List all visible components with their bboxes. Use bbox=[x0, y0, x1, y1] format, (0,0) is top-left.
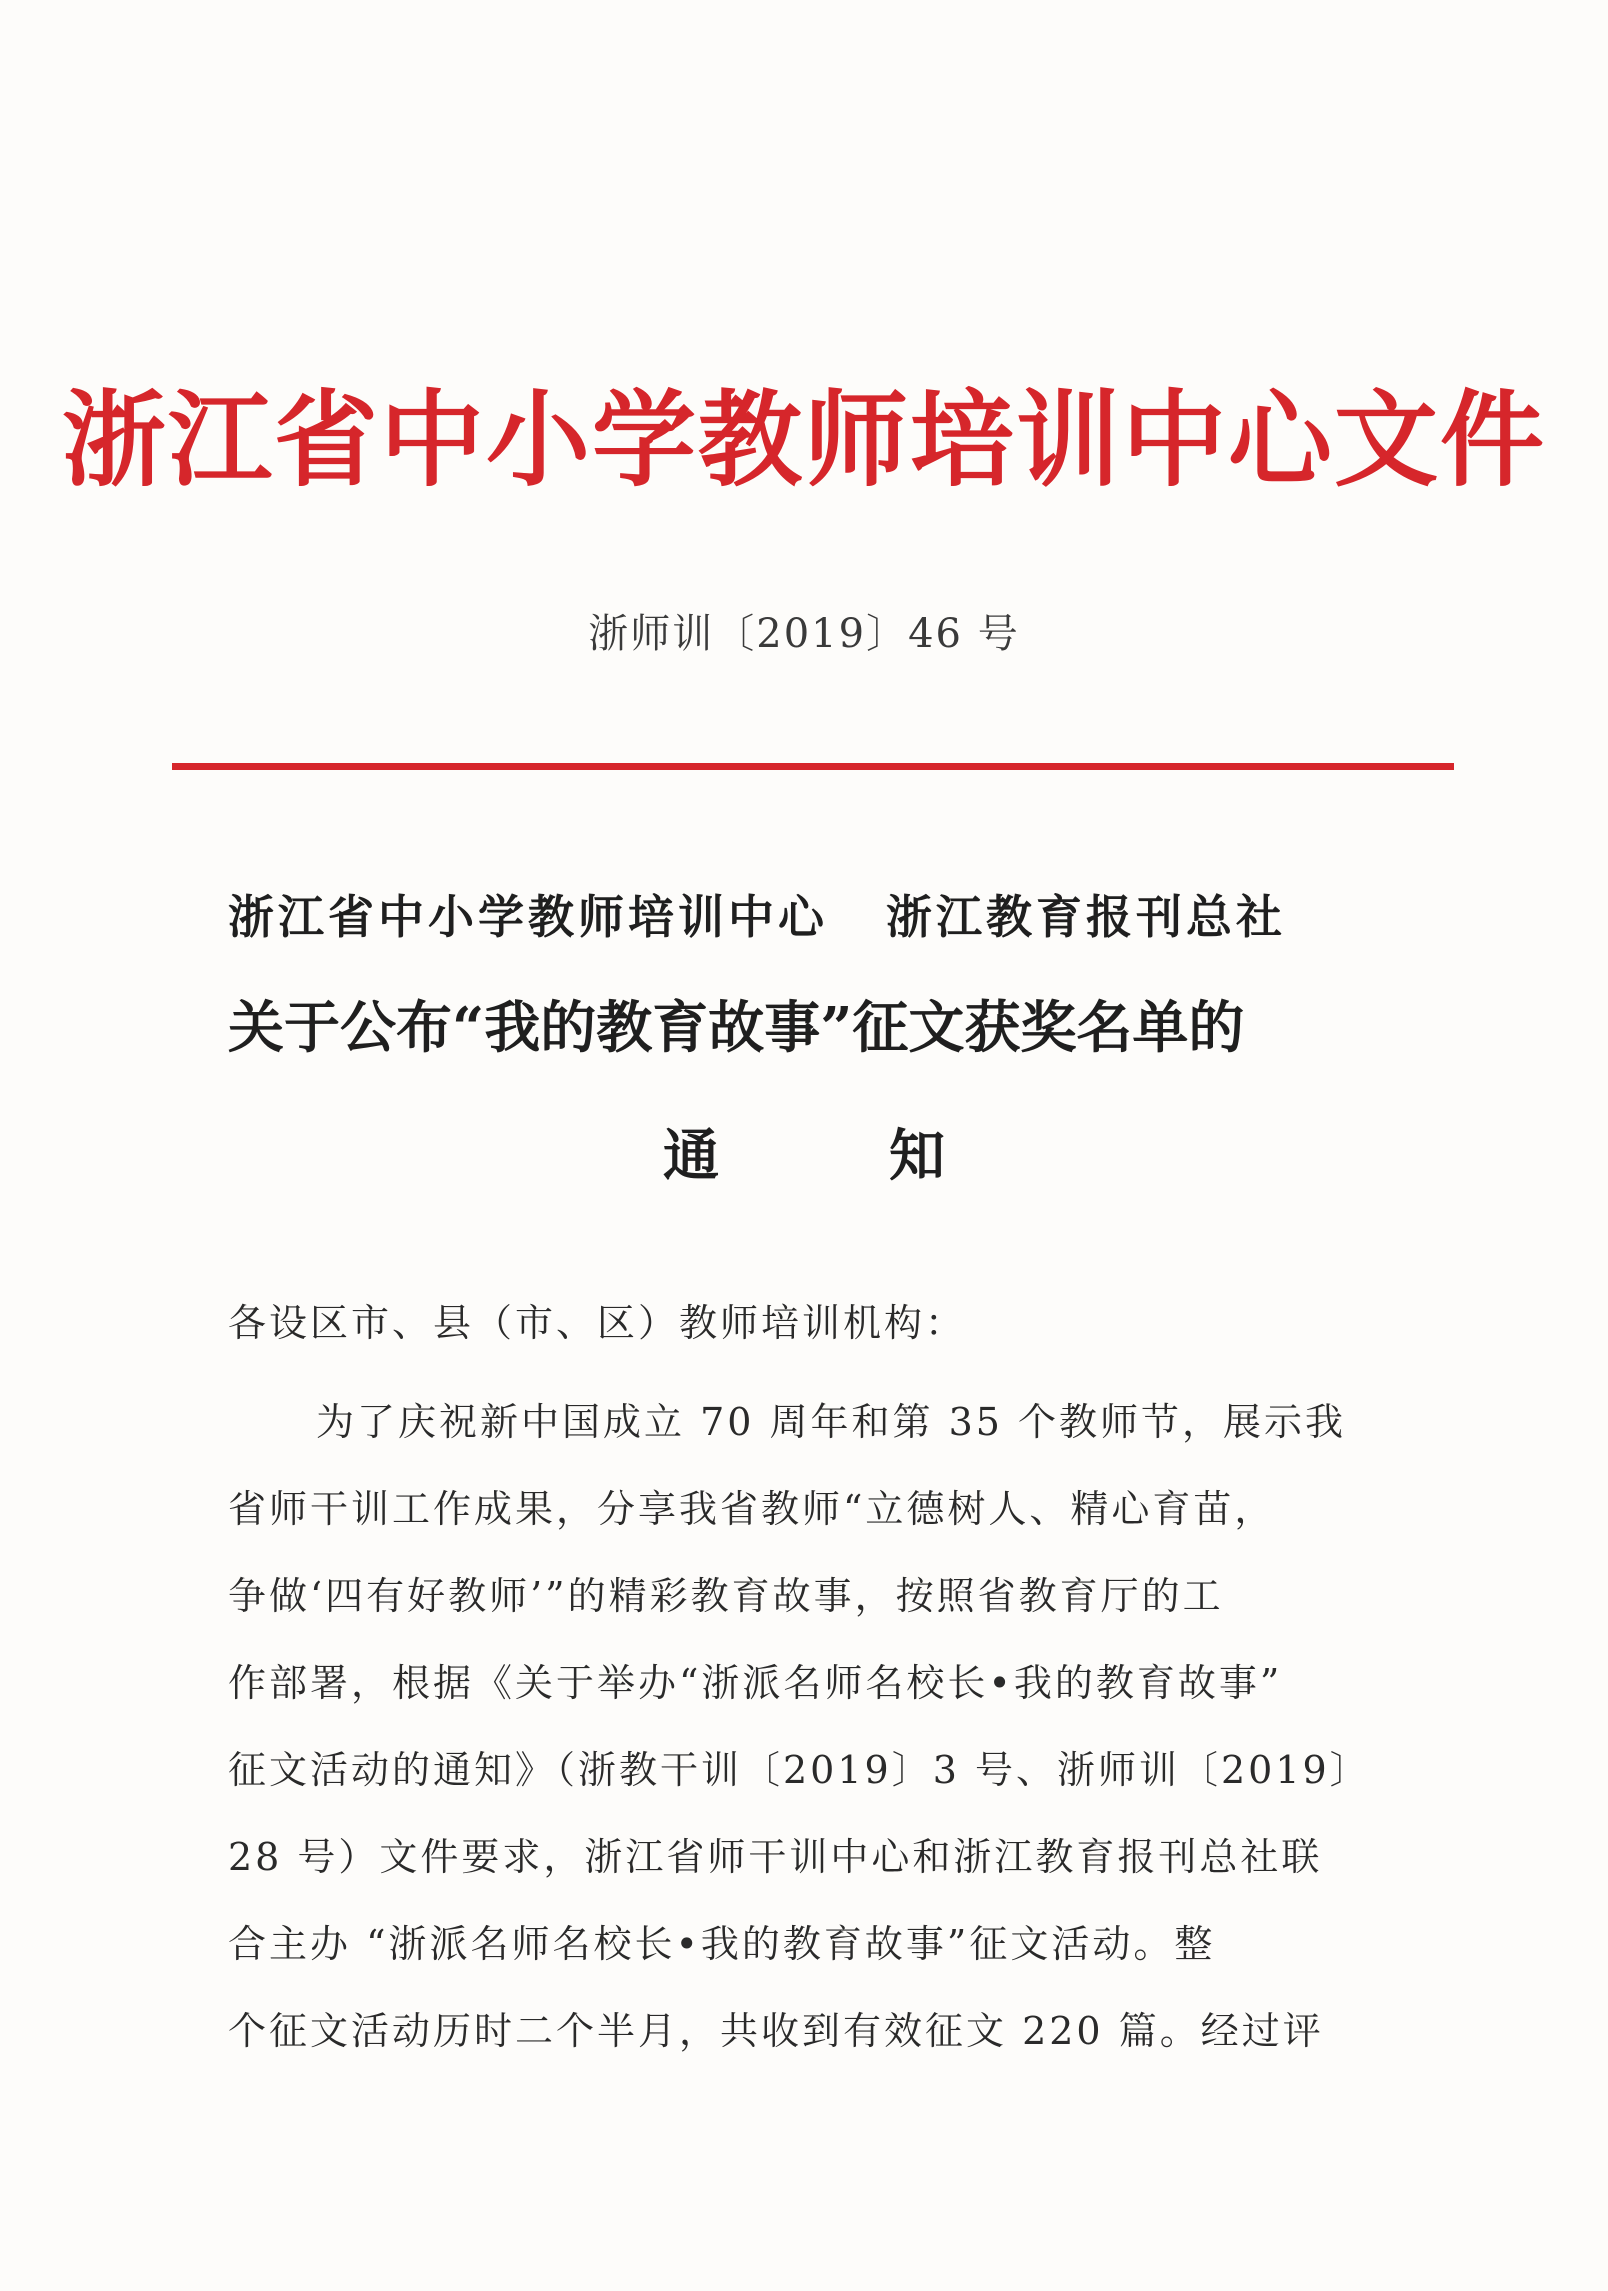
issuing-organizations bbox=[228, 886, 1428, 948]
salutation: 各设区市、县（市、区）教师培训机构： bbox=[228, 1301, 967, 1345]
red-divider-line bbox=[172, 763, 1454, 770]
notice-title: 关于公布“我的教育故事”征文获奖名单的 bbox=[228, 995, 1245, 1061]
document-header-title: 浙江省中小学教师培训中心文件 bbox=[61, 378, 1546, 501]
body-line: 合主办 “浙派名师名校长•我的教育故事”征文活动。整 bbox=[228, 1922, 1216, 1966]
issuer-2: 浙江教育报刊总社 bbox=[886, 890, 1286, 944]
body-line: 作部署，根据《关于举办“浙派名师名校长•我的教育故事” bbox=[228, 1661, 1283, 1705]
body-line: 省师干训工作成果，分享我省教师“立德树人、精心育苗， bbox=[228, 1487, 1276, 1531]
notice-title-suffix: 通知 bbox=[663, 1123, 1115, 1189]
body-line: 28 号）文件要求，浙江省师干训中心和浙江教育报刊总社联 bbox=[228, 1835, 1323, 1879]
body-line: 争做‘四有好教师’”的精彩教育故事，按照省教育厅的工 bbox=[228, 1574, 1224, 1618]
body-line: 个征文活动历时二个半月，共收到有效征文 220 篇。经过评 bbox=[228, 2009, 1324, 2053]
issuer-1: 浙江省中小学教师培训中心 bbox=[228, 890, 828, 944]
body-line: 为了庆祝新中国成立 70 周年和第 35 个教师节，展示我 bbox=[316, 1400, 1347, 1444]
body-paragraph bbox=[228, 1379, 1378, 2075]
document-number: 浙师训〔2019〕46 号 bbox=[588, 611, 1020, 657]
body-line: 征文活动的通知》（浙教干训〔2019〕3 号、浙师训〔2019〕 bbox=[228, 1748, 1371, 1792]
